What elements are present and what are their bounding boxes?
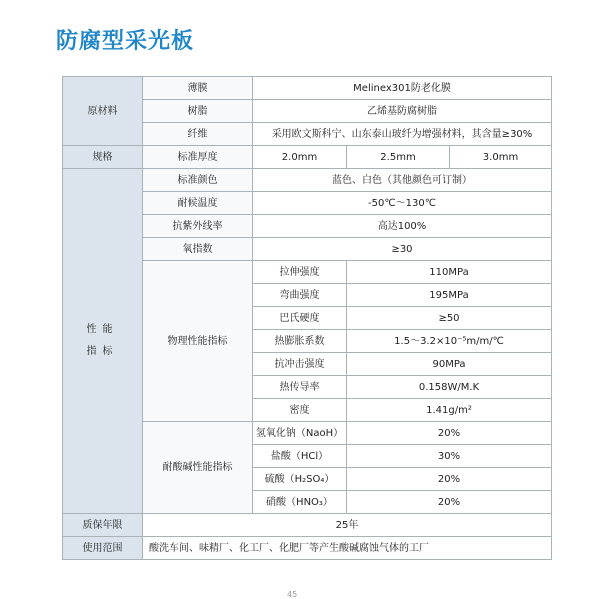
warranty-label: 质保年限	[63, 514, 143, 537]
property-value: 195MPa	[347, 284, 552, 307]
warranty-value: 25年	[143, 514, 552, 537]
material-name: 纤维	[143, 123, 253, 146]
property-value: 90MPa	[347, 353, 552, 376]
usage-label: 使用范围	[63, 537, 143, 560]
spec-value: 2.5mm	[347, 146, 450, 169]
property-value: 1.41g/m²	[347, 399, 552, 422]
table-row	[63, 537, 552, 560]
property-name: 硫酸（H₂SO₄）	[253, 468, 347, 491]
property-name: 抗冲击强度	[253, 353, 347, 376]
spec-value: 2.0mm	[253, 146, 347, 169]
performance-label-line2: 指标	[86, 346, 119, 357]
property-value: ≥30	[253, 238, 552, 261]
property-name: 氢氧化钠（NaoH）	[253, 422, 347, 445]
chemical-label: 耐酸碱性能指标	[143, 422, 253, 514]
material-value: 乙烯基防腐树脂	[253, 100, 552, 123]
property-value: ≥50	[347, 307, 552, 330]
spec-table	[62, 76, 552, 560]
property-value: 30%	[347, 445, 552, 468]
property-name: 耐候温度	[143, 192, 253, 215]
property-name: 巴氏硬度	[253, 307, 347, 330]
property-value: 高达100%	[253, 215, 552, 238]
performance-label-line1: 性能	[86, 324, 119, 335]
property-name: 拉伸强度	[253, 261, 347, 284]
property-value: 20%	[347, 422, 552, 445]
property-value: 20%	[347, 468, 552, 491]
spec-value: 3.0mm	[450, 146, 552, 169]
property-name: 抗紫外线率	[143, 215, 253, 238]
property-value: 0.158W/M.K	[347, 376, 552, 399]
material-name: 薄膜	[143, 77, 253, 100]
property-value: 20%	[347, 491, 552, 514]
property-name: 氧指数	[143, 238, 253, 261]
materials-label: 原材料	[63, 77, 143, 146]
property-name: 硝酸（HNO₃）	[253, 491, 347, 514]
property-name: 弯曲强度	[253, 284, 347, 307]
table-row	[63, 77, 552, 100]
property-name: 热传导率	[253, 376, 347, 399]
page-title: 防腐型采光板	[56, 29, 195, 54]
property-name: 密度	[253, 399, 347, 422]
material-value: Melinex301防老化膜	[253, 77, 552, 100]
page-number: 45	[287, 590, 298, 599]
property-value: -50℃～130℃	[253, 192, 552, 215]
property-value: 110MPa	[347, 261, 552, 284]
usage-value: 酸洗车间、味精厂、化工厂、化肥厂等产生酸碱腐蚀气体的工厂	[143, 537, 552, 560]
property-value: 蓝色、白色（其他颜色可订制）	[253, 169, 552, 192]
performance-label	[63, 169, 143, 514]
property-name: 热膨胀系数	[253, 330, 347, 353]
material-value: 采用欧文斯科宁、山东泰山玻纤为增强材料，其含量≥30%	[253, 123, 552, 146]
spec-label: 规格	[63, 146, 143, 169]
property-name: 盐酸（HCl）	[253, 445, 347, 468]
table-row	[63, 514, 552, 537]
property-name: 标准颜色	[143, 169, 253, 192]
physical-label: 物理性能指标	[143, 261, 253, 422]
table-row	[63, 169, 552, 192]
property-value: 1.5～3.2×10⁻⁵m/m/℃	[347, 330, 552, 353]
spec-name: 标准厚度	[143, 146, 253, 169]
table-row	[63, 146, 552, 169]
material-name: 树脂	[143, 100, 253, 123]
